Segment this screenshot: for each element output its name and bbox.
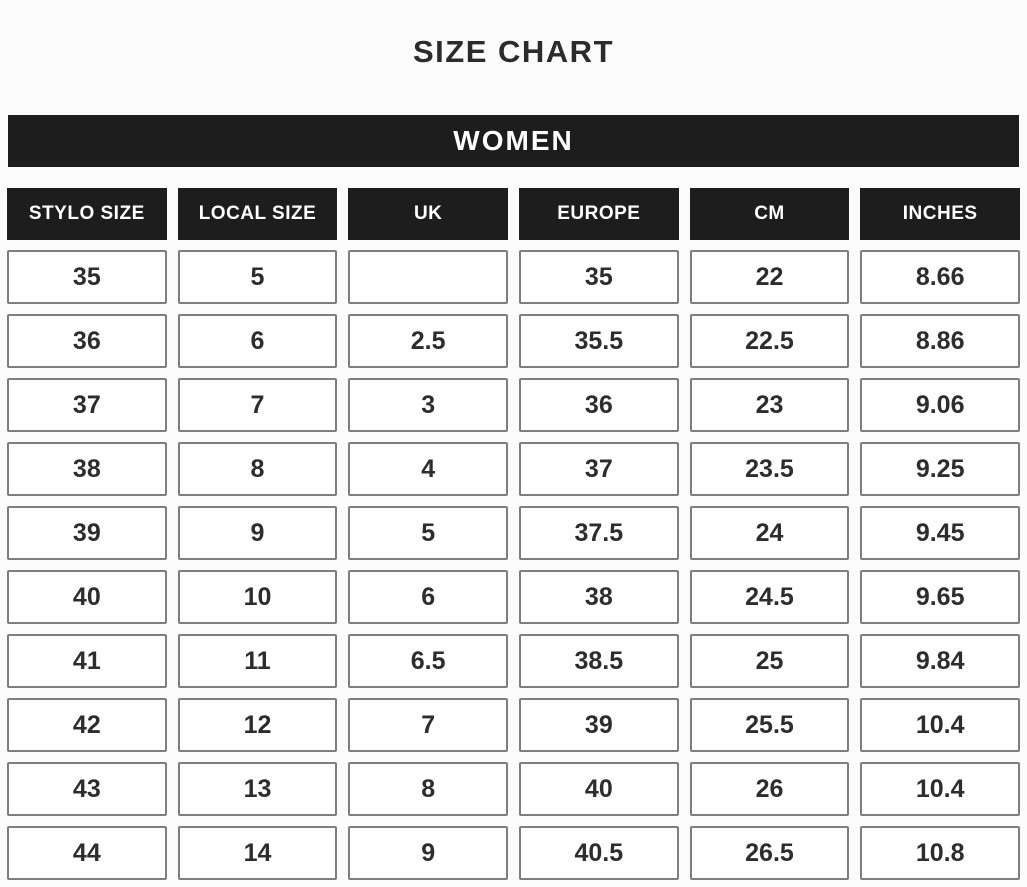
gender-banner <box>8 115 1019 167</box>
table-cell: 9 <box>178 506 338 560</box>
table-cell: 8 <box>348 762 508 816</box>
gender-banner-label: WOMEN <box>453 125 574 156</box>
table-cell: 38 <box>7 442 167 496</box>
table-cell: 39 <box>519 698 679 752</box>
table-cell: 11 <box>178 634 338 688</box>
table-cell: 43 <box>7 762 167 816</box>
table-cell: 22.5 <box>690 314 850 368</box>
table-cell: 23.5 <box>690 442 850 496</box>
table-cell: 10.4 <box>860 762 1020 816</box>
table-cell: 9.45 <box>860 506 1020 560</box>
column-header-inches: INCHES <box>860 188 1020 240</box>
column-header-uk: UK <box>348 188 508 240</box>
page-title: SIZE CHART <box>413 34 614 69</box>
table-cell: 9 <box>348 826 508 880</box>
table-cell: 6 <box>178 314 338 368</box>
column-header-stylo-size: STYLO SIZE <box>7 188 167 240</box>
table-cell: 25.5 <box>690 698 850 752</box>
table-cell: 40.5 <box>519 826 679 880</box>
table-cell: 8.66 <box>860 250 1020 304</box>
table-cell: 37 <box>7 378 167 432</box>
table-cell: 38 <box>519 570 679 624</box>
column-header-europe: EUROPE <box>519 188 679 240</box>
table-cell: 7 <box>348 698 508 752</box>
table-cell: 10.8 <box>860 826 1020 880</box>
table-cell: 4 <box>348 442 508 496</box>
table-cell: 24 <box>690 506 850 560</box>
table-cell: 14 <box>178 826 338 880</box>
table-cell: 36 <box>519 378 679 432</box>
table-cell: 41 <box>7 634 167 688</box>
table-cell: 2.5 <box>348 314 508 368</box>
table-cell: 12 <box>178 698 338 752</box>
table-cell: 9.65 <box>860 570 1020 624</box>
table-cell: 35.5 <box>519 314 679 368</box>
table-cell: 24.5 <box>690 570 850 624</box>
table-cell: 42 <box>7 698 167 752</box>
table-cell: 38.5 <box>519 634 679 688</box>
table-cell: 7 <box>178 378 338 432</box>
table-cell: 3 <box>348 378 508 432</box>
size-table <box>7 188 1020 880</box>
table-cell: 10.4 <box>860 698 1020 752</box>
column-header-local-size: LOCAL SIZE <box>178 188 338 240</box>
table-cell: 5 <box>178 250 338 304</box>
table-cell <box>348 250 508 304</box>
column-header-cm: CM <box>690 188 850 240</box>
table-cell: 40 <box>519 762 679 816</box>
table-cell: 8.86 <box>860 314 1020 368</box>
table-cell: 35 <box>519 250 679 304</box>
table-cell: 44 <box>7 826 167 880</box>
table-cell: 36 <box>7 314 167 368</box>
table-cell: 13 <box>178 762 338 816</box>
table-cell: 25 <box>690 634 850 688</box>
table-cell: 35 <box>7 250 167 304</box>
table-cell: 5 <box>348 506 508 560</box>
table-cell: 37 <box>519 442 679 496</box>
table-cell: 9.84 <box>860 634 1020 688</box>
table-cell: 22 <box>690 250 850 304</box>
table-cell: 26.5 <box>690 826 850 880</box>
table-cell: 10 <box>178 570 338 624</box>
table-cell: 6 <box>348 570 508 624</box>
table-cell: 39 <box>7 506 167 560</box>
table-cell: 8 <box>178 442 338 496</box>
table-cell: 37.5 <box>519 506 679 560</box>
table-cell: 6.5 <box>348 634 508 688</box>
table-cell: 9.06 <box>860 378 1020 432</box>
table-cell: 40 <box>7 570 167 624</box>
table-cell: 26 <box>690 762 850 816</box>
table-cell: 9.25 <box>860 442 1020 496</box>
table-cell: 23 <box>690 378 850 432</box>
